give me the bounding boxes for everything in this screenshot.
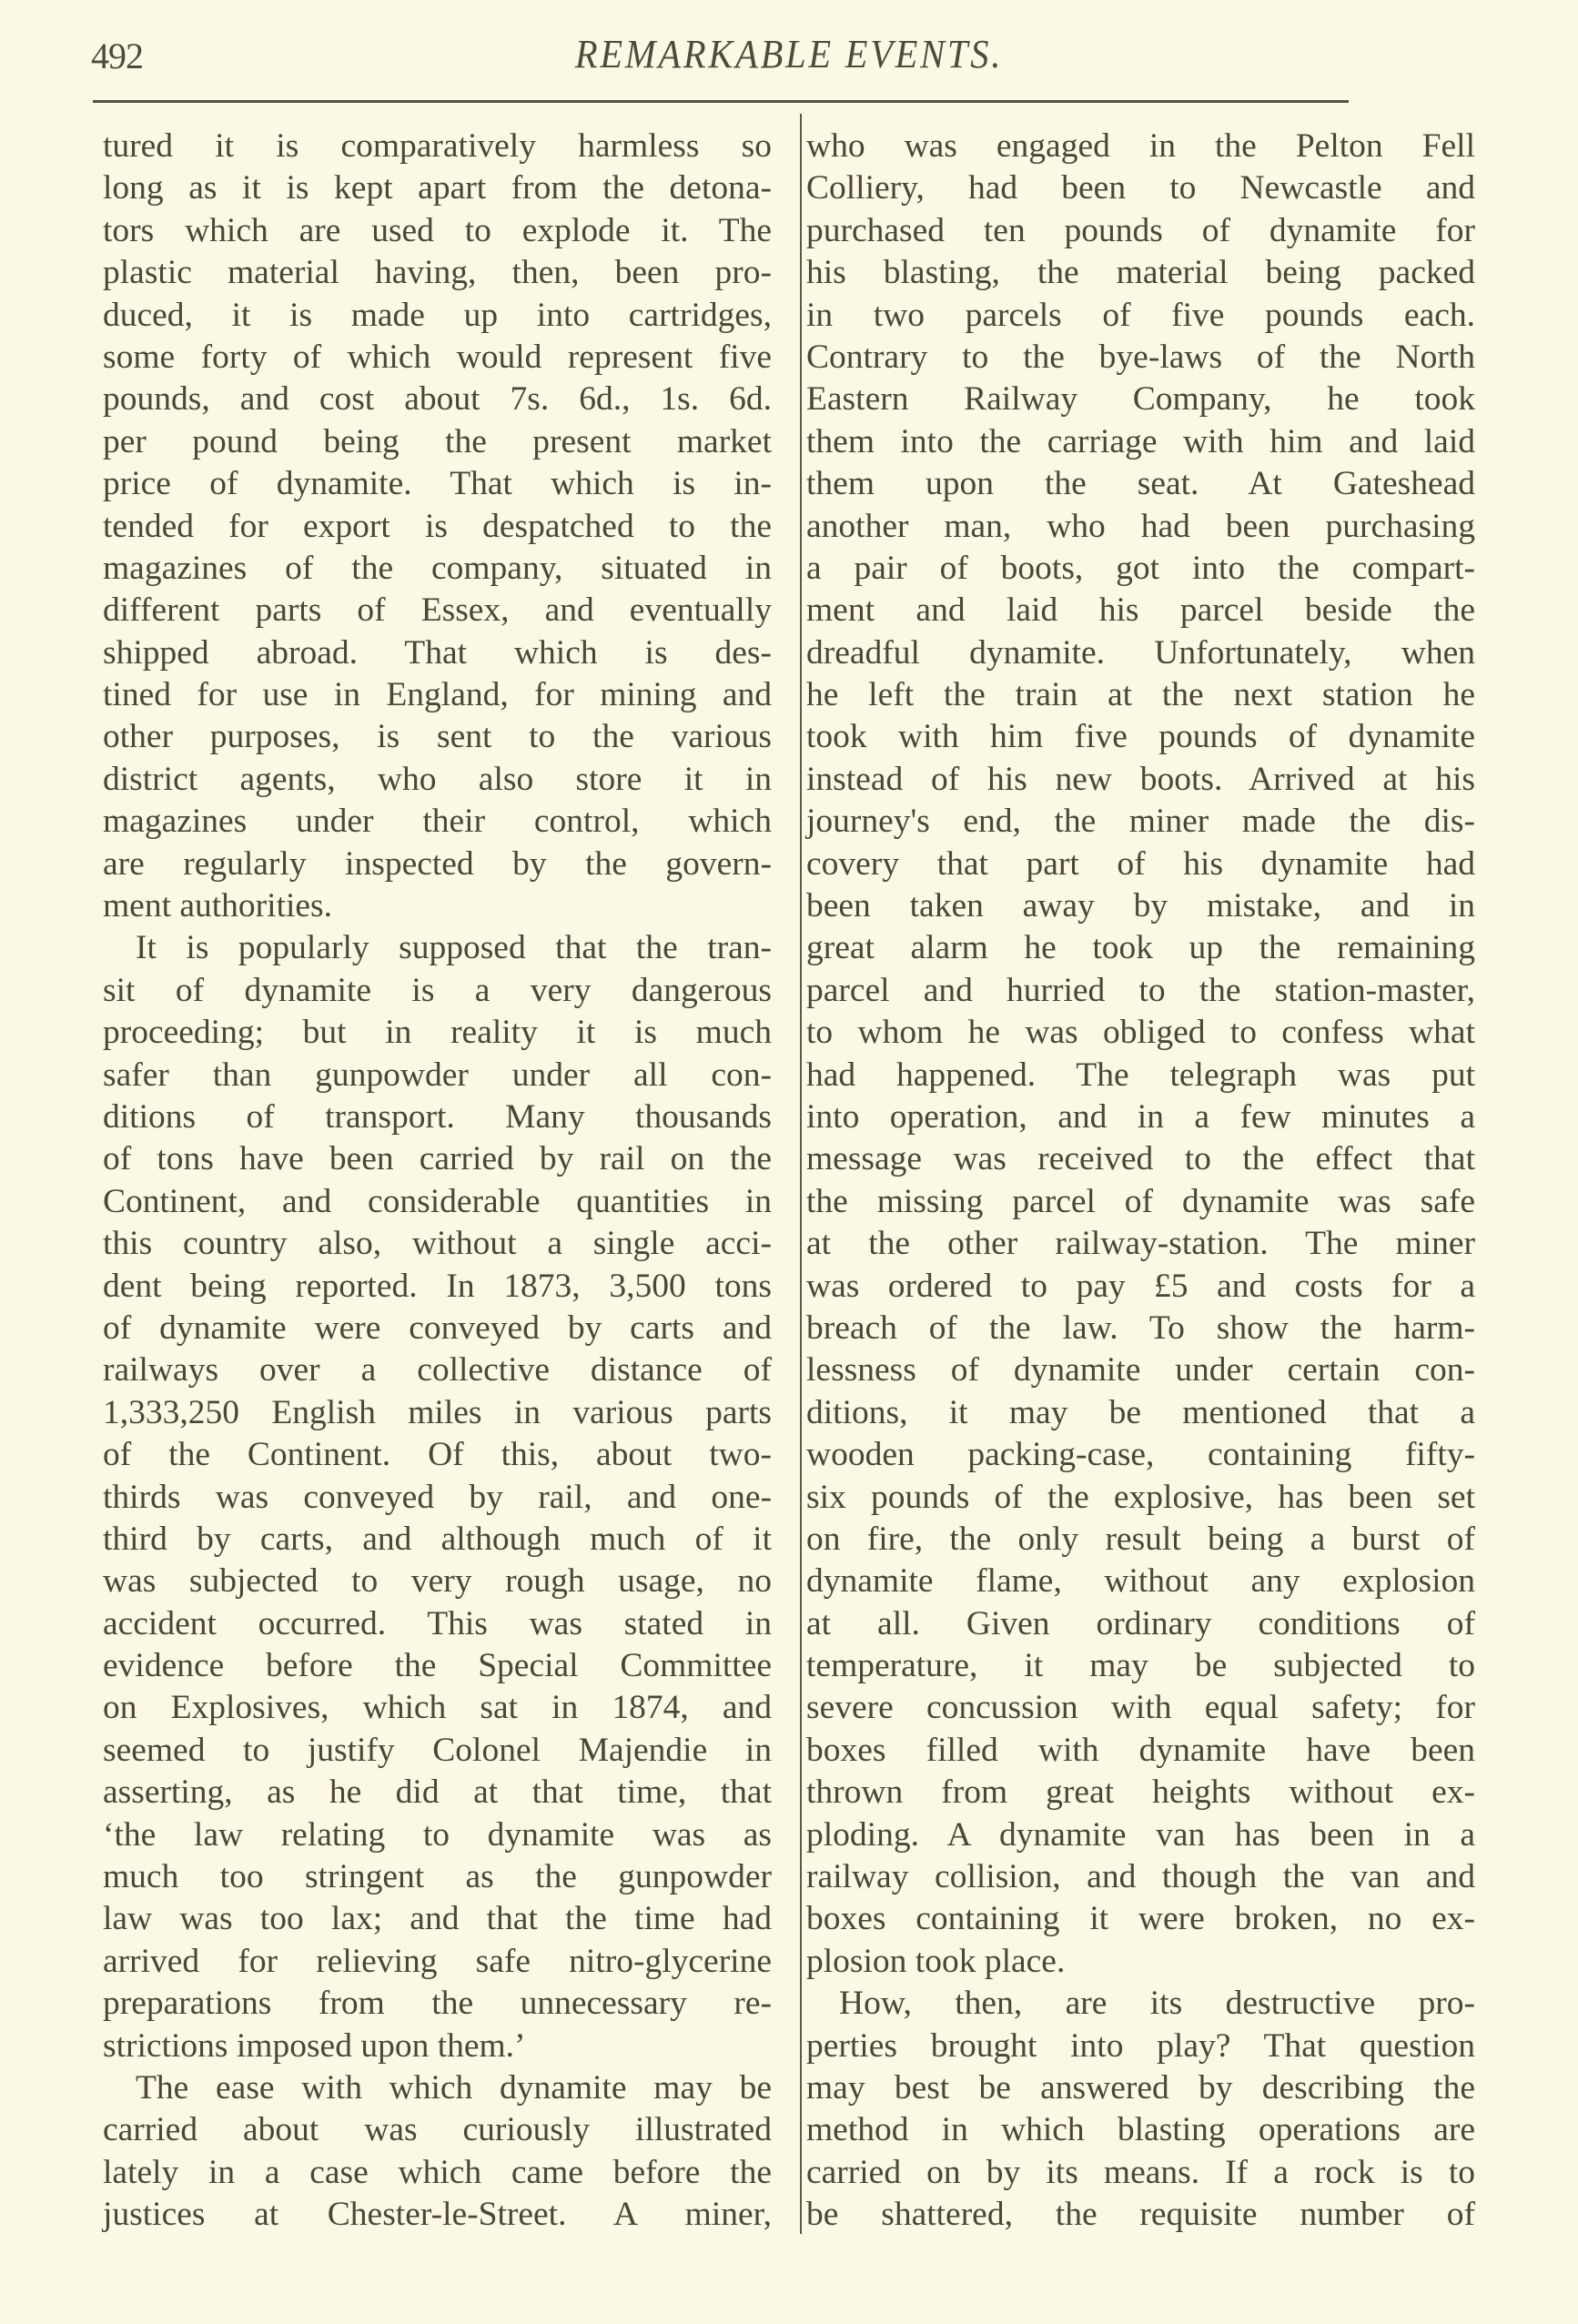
text-line: into operation, and in a few minutes a [806, 1097, 1475, 1136]
text-line: covery that part of his dynamite had [806, 844, 1475, 883]
text-line: ditions of transport. Many thousands [103, 1097, 772, 1136]
text-line: was ordered to pay £5 and costs for a [806, 1267, 1475, 1305]
text-line: instead of his new boots. Arrived at his [806, 760, 1475, 798]
text-line: per pound being the present market [103, 422, 772, 460]
text-line: at the other railway-station. The miner [806, 1225, 1475, 1263]
text-line: tended for export is despatched to the [103, 507, 772, 545]
text-line: Eastern Railway Company, he took [806, 380, 1475, 419]
text-line: another man, who had been purchasing [806, 507, 1475, 545]
text-line: dent being reported. In 1873, 3,500 tons [103, 1267, 772, 1305]
text-line: lessness of dynamite under certain con- [806, 1351, 1475, 1389]
text-line: message was received to the effect that [806, 1140, 1475, 1178]
column-divider [800, 114, 802, 2234]
text-line: dynamite flame, without any explosion [806, 1562, 1475, 1601]
text-line: six pounds of the explosive, has been set [806, 1478, 1475, 1516]
text-line: to whom he was obliged to confess what [806, 1014, 1475, 1052]
text-line: proceeding; but in reality it is much [103, 1014, 772, 1052]
text-line: took with him five pounds of dynamite [806, 718, 1475, 756]
text-line: his blasting, the material being packed [806, 254, 1475, 292]
text-line: arrived for relieving safe nitro-glycerine [103, 1942, 772, 1980]
text-line: temperature, it may be subjected to [806, 1647, 1475, 1685]
text-line: lately in a case which came before the [103, 2153, 772, 2191]
header-rule [93, 100, 1349, 103]
text-line: purchased ten pounds of dynamite for [806, 211, 1475, 249]
page-header [0, 0, 1578, 109]
text-line: magazines of the company, situated in [103, 549, 772, 587]
text-line: a pair of boots, got into the compart- [806, 549, 1475, 587]
text-line: journey's end, the miner made the dis- [806, 803, 1475, 841]
text-line: parcel and hurried to the station-master, [806, 971, 1475, 1009]
text-line: perties brought into play? That question [806, 2026, 1475, 2065]
text-line: pounds, and cost about 7s. 6d., 1s. 6d. [103, 380, 772, 419]
text-line: the missing parcel of dynamite was safe [806, 1182, 1475, 1220]
text-line: railway collision, and though the van and [806, 1858, 1475, 1896]
text-line: be shattered, the requisite number of [806, 2196, 1475, 2234]
text-line: railways over a collective distance of [103, 1351, 772, 1389]
text-line: breach of the law. To show the harm- [806, 1309, 1475, 1347]
text-line: severe concussion with equal safety; for [806, 1689, 1475, 1727]
text-line: dreadful dynamite. Unfortunately, when [806, 633, 1475, 672]
text-line: different parts of Essex, and eventually [103, 591, 772, 630]
text-line: are regularly inspected by the govern- [103, 844, 772, 883]
text-line: Continent, and considerable quantities in [103, 1182, 772, 1220]
paragraph-first-line: How, then, are its destructive pro- [839, 1985, 1475, 2023]
page-number: 492 [91, 35, 143, 76]
text-line: in two parcels of five pounds each. [806, 296, 1475, 334]
text-line: of dynamite were conveyed by carts and [103, 1309, 772, 1347]
text-line: plastic material having, then, been pro- [103, 254, 772, 292]
text-line: preparations from the unnecessary re- [103, 1985, 772, 2023]
text-line: sit of dynamite is a very dangerous [103, 971, 772, 1009]
text-line: was subjected to very rough usage, no [103, 1562, 772, 1601]
text-line: tured it is comparatively harmless so [103, 127, 772, 165]
text-line: may best be answered by describing the [806, 2068, 1475, 2107]
text-line: ment and laid his parcel beside the [806, 591, 1475, 630]
paragraph-first-line: The ease with which dynamite may be [136, 2068, 772, 2107]
running-title: REMARKABLE EVENTS. [574, 32, 1004, 76]
text-line: much too stringent as the gunpowder [103, 1858, 772, 1896]
text-line: other purposes, is sent to the various [103, 718, 772, 756]
text-line: on Explosives, which sat in 1874, and [103, 1689, 772, 1727]
right-column [806, 126, 1475, 2237]
text-line: boxes containing it were broken, no ex- [806, 1900, 1475, 1938]
text-line: carried on by its means. If a rock is to [806, 2153, 1475, 2191]
text-line: had happened. The telegraph was put [806, 1056, 1475, 1094]
text-line: magazines under their control, which [103, 803, 772, 841]
text-line: evidence before the Special Committee [103, 1647, 772, 1685]
text-line: them into the carriage with him and laid [806, 422, 1475, 460]
text-line: Colliery, had been to Newcastle and [806, 169, 1475, 207]
left-column [103, 126, 772, 2237]
text-line: ‘the law relating to dynamite was as [103, 1815, 772, 1854]
text-line: wooden packing-case, containing fifty- [806, 1436, 1475, 1474]
text-line: Contrary to the bye-laws of the North [806, 338, 1475, 376]
text-line: district agents, who also store it in [103, 760, 772, 798]
text-line: he left the train at the next station he [806, 676, 1475, 714]
paragraph-first-line: It is popularly supposed that the tran- [136, 929, 772, 967]
text-line: long as it is kept apart from the detona- [103, 169, 772, 207]
text-line: duced, it is made up into cartridges, [103, 296, 772, 334]
text-line: of tons have been carried by rail on the [103, 1140, 772, 1178]
text-line: been taken away by mistake, and in [806, 887, 1475, 925]
text-line: boxes filled with dynamite have been [806, 1731, 1475, 1769]
text-line: ditions, it may be mentioned that a [806, 1393, 1475, 1431]
text-line: great alarm he took up the remaining [806, 929, 1475, 967]
text-line: ploding. A dynamite van has been in a [806, 1815, 1475, 1854]
text-line: tined for use in England, for mining and [103, 676, 772, 714]
text-line: safer than gunpowder under all con- [103, 1056, 772, 1094]
text-line: plosion took place. [806, 1942, 1066, 1980]
text-line: tors which are used to explode it. The [103, 211, 772, 249]
text-line: method in which blasting operations are [806, 2111, 1475, 2149]
text-line: thirds was conveyed by rail, and one- [103, 1478, 772, 1516]
text-line: shipped abroad. That which is des- [103, 633, 772, 672]
text-line: at all. Given ordinary conditions of [806, 1604, 1475, 1642]
text-line: 1,333,250 English miles in various parts [103, 1393, 772, 1431]
text-line: some forty of which would represent five [103, 338, 772, 376]
text-line: law was too lax; and that the time had [103, 1900, 772, 1938]
text-line: carried about was curiously illustrated [103, 2111, 772, 2149]
text-line: who was engaged in the Pelton Fell [806, 127, 1475, 165]
text-line: them upon the seat. At Gateshead [806, 465, 1475, 503]
text-line: this country also, without a single acci- [103, 1225, 772, 1263]
text-line: strictions imposed upon them.’ [103, 2026, 526, 2065]
text-line: ment authorities. [103, 887, 333, 925]
text-line: on fire, the only result being a burst of [806, 1520, 1475, 1558]
text-line: accident occurred. This was stated in [103, 1604, 772, 1642]
text-line: seemed to justify Colonel Majendie in [103, 1731, 772, 1769]
text-line: price of dynamite. That which is in- [103, 465, 772, 503]
text-line: justices at Chester-le-Street. A miner, [103, 2196, 772, 2234]
text-line: asserting, as he did at that time, that [103, 1773, 772, 1812]
text-line: thrown from great heights without ex- [806, 1773, 1475, 1812]
text-line: of the Continent. Of this, about two- [103, 1436, 772, 1474]
text-line: third by carts, and although much of it [103, 1520, 772, 1558]
